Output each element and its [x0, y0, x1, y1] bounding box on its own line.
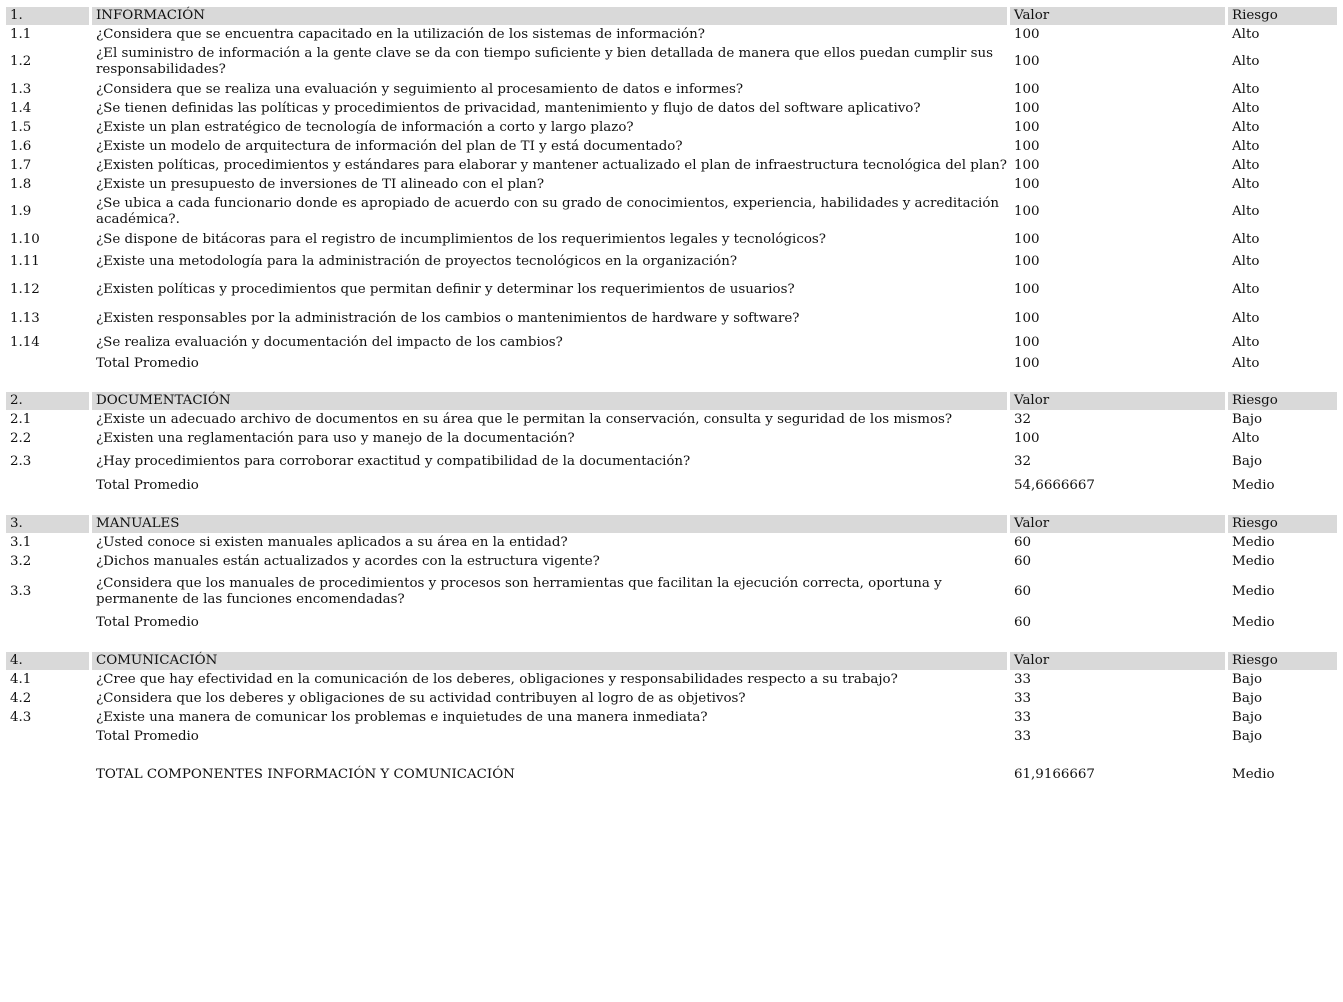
empty-cell [6, 727, 92, 746]
empty-cell [6, 612, 92, 634]
item-risk: Alto [1232, 254, 1260, 269]
item-value: 60 [1014, 554, 1032, 569]
table-row [6, 572, 1337, 612]
item-question: ¿Existen políticas y procedimientos que permitan definir y determinar los requerimientos de usuarios? [96, 282, 795, 297]
item-question: ¿Existe un presupuesto de inversiones de TI alineado con el plan? [96, 176, 545, 192]
grand-total-value: 61,9166667 [1014, 766, 1095, 782]
risk-column-header: Riesgo [1228, 515, 1337, 533]
grand-total-row [6, 765, 1337, 784]
grand-total-risk: Medio [1232, 766, 1275, 782]
section-header-manuales [6, 515, 1337, 533]
value-column-header: Valor [1010, 515, 1228, 533]
item-id: 4.3 [10, 709, 32, 725]
item-risk: Bajo [1232, 690, 1263, 706]
section-title: COMUNICACIÓN [92, 652, 1010, 670]
item-id: 4.1 [10, 671, 32, 687]
section-header-documentacion [6, 392, 1337, 410]
table-row [6, 175, 1337, 194]
item-id: 2.1 [10, 411, 32, 427]
empty-cell [6, 474, 92, 498]
total-row [6, 612, 1337, 634]
section-title: INFORMACIÓN [92, 7, 1010, 25]
item-risk: Alto [1232, 232, 1260, 247]
item-risk: Medio [1232, 534, 1275, 550]
total-risk: Medio [1232, 615, 1275, 630]
table-row [6, 410, 1337, 429]
total-risk: Alto [1232, 355, 1260, 371]
item-id: 2.2 [10, 431, 32, 446]
item-value: 100 [1014, 54, 1040, 69]
item-id: 3.1 [10, 534, 32, 550]
item-risk: Bajo [1232, 671, 1263, 687]
table-row [6, 137, 1337, 156]
item-question: ¿Hay procedimientos para corroborar exactitud y compatibilidad de la documentación? [96, 453, 691, 469]
table-row [6, 332, 1337, 354]
table-row [6, 194, 1337, 230]
item-value: 100 [1014, 176, 1040, 192]
risk-column-header: Riesgo [1228, 392, 1337, 410]
total-value: 100 [1014, 355, 1040, 371]
item-value: 100 [1014, 204, 1040, 219]
item-question: ¿Considera que se realiza una evaluación y seguimiento al procesamiento de datos e informes? [96, 81, 744, 97]
item-risk: Alto [1232, 282, 1260, 297]
value-column-header: Valor [1010, 7, 1228, 25]
item-value: 60 [1014, 584, 1032, 599]
item-value: 100 [1014, 100, 1040, 116]
item-value: 60 [1014, 534, 1032, 550]
item-value: 100 [1014, 26, 1040, 42]
item-question: ¿Usted conoce si existen manuales aplicados a su área en la entidad? [96, 534, 568, 550]
item-id: 1.13 [10, 311, 40, 326]
item-question: ¿Dichos manuales están actualizados y acordes con la estructura vigente? [96, 554, 600, 569]
item-value: 100 [1014, 157, 1040, 173]
item-id: 1.10 [10, 232, 40, 247]
item-id: 1.6 [10, 138, 32, 154]
table-row [6, 230, 1337, 250]
item-question: ¿Existe una metodología para la administración de proyectos tecnológicos en la organización? [96, 254, 738, 269]
item-id: 1.14 [10, 335, 40, 350]
item-risk: Alto [1232, 119, 1260, 135]
total-label: Total Promedio [96, 728, 199, 744]
item-value: 33 [1014, 671, 1032, 687]
table-row [6, 118, 1337, 137]
item-id: 1.12 [10, 282, 40, 297]
total-row [6, 474, 1337, 498]
item-risk: Alto [1232, 100, 1260, 116]
table-row [6, 274, 1337, 306]
item-id: 1.9 [10, 204, 32, 219]
section-number: 4. [6, 652, 92, 670]
item-value: 100 [1014, 254, 1040, 269]
total-label: Total Promedio [96, 355, 199, 371]
item-question: ¿Considera que los deberes y obligaciones de su actividad contribuyen al logro de as objetivos? [96, 690, 746, 706]
item-value: 32 [1014, 411, 1032, 427]
table-row [6, 533, 1337, 552]
total-value: 54,6666667 [1014, 478, 1095, 493]
table-row [6, 449, 1337, 474]
table-row [6, 156, 1337, 175]
value-column-header: Valor [1010, 392, 1228, 410]
table-row [6, 44, 1337, 80]
table-row [6, 80, 1337, 99]
item-risk: Alto [1232, 54, 1260, 69]
total-row [6, 727, 1337, 746]
item-risk: Alto [1232, 204, 1260, 219]
item-id: 1.8 [10, 176, 32, 192]
item-question: ¿Se realiza evaluación y documentación del impacto de los cambios? [96, 335, 563, 350]
item-question: ¿Existe un modelo de arquitectura de información del plan de TI y está documentado? [96, 138, 683, 154]
item-risk: Alto [1232, 431, 1260, 446]
table-row [6, 99, 1337, 118]
value-column-header: Valor [1010, 652, 1228, 670]
item-question: ¿El suministro de información a la gente clave se da con tiempo suficiente y bien detallada de manera que ellos puedan cumplir sus responsabilidades? [96, 46, 994, 77]
item-value: 32 [1014, 453, 1032, 469]
item-question: ¿Considera que se encuentra capacitado en la utilización de los sistemas de información? [96, 26, 705, 42]
item-question: ¿Existen políticas, procedimientos y estándares para elaborar y mantener actualizado el plan de infraestructura tecnológica del plan? [96, 157, 1007, 173]
total-label: Total Promedio [96, 478, 199, 493]
item-question: ¿Existe una manera de comunicar los problemas e inquietudes de una manera inmediata? [96, 709, 708, 725]
item-id: 1.7 [10, 157, 32, 173]
risk-column-header: Riesgo [1228, 7, 1337, 25]
item-id: 3.2 [10, 554, 32, 569]
risk-column-header: Riesgo [1228, 652, 1337, 670]
item-risk: Alto [1232, 138, 1260, 154]
table-row [6, 250, 1337, 274]
item-question: ¿Se dispone de bitácoras para el registro de incumplimientos de los requerimientos legales y tecnológicos? [96, 232, 826, 247]
total-value: 33 [1014, 728, 1032, 744]
table-row [6, 670, 1337, 689]
item-risk: Alto [1232, 176, 1260, 192]
item-value: 100 [1014, 232, 1040, 247]
item-id: 1.5 [10, 119, 32, 135]
total-risk: Medio [1232, 478, 1275, 493]
section-number: 3. [6, 515, 92, 533]
grand-total-label: TOTAL COMPONENTES INFORMACIÓN Y COMUNICACIÓN [96, 766, 515, 782]
item-risk: Alto [1232, 26, 1260, 42]
total-value: 60 [1014, 615, 1032, 630]
item-risk: Alto [1232, 311, 1260, 326]
section-number: 2. [6, 392, 92, 410]
item-id: 4.2 [10, 690, 32, 706]
empty-cell [6, 765, 92, 784]
item-question: ¿Considera que los manuales de procedimientos y procesos son herramientas que facilitan la ejecución correcta, oportuna y permanente de las funciones encomendadas? [96, 576, 942, 607]
item-id: 1.11 [10, 254, 40, 269]
item-risk: Bajo [1232, 453, 1263, 469]
item-risk: Alto [1232, 157, 1260, 173]
item-id: 3.3 [10, 584, 32, 599]
section-title: MANUALES [92, 515, 1010, 533]
section-title: DOCUMENTACIÓN [92, 392, 1010, 410]
section-number: 1. [6, 7, 92, 25]
item-question: ¿Existen una reglamentación para uso y manejo de la documentación? [96, 431, 575, 446]
table-row [6, 429, 1337, 449]
total-label: Total Promedio [96, 615, 199, 630]
item-id: 1.2 [10, 54, 32, 69]
item-id: 1.3 [10, 81, 32, 97]
item-value: 100 [1014, 81, 1040, 97]
item-id: 2.3 [10, 453, 32, 469]
item-risk: Medio [1232, 554, 1275, 569]
item-id: 1.4 [10, 100, 32, 116]
section-header-comunicacion [6, 652, 1337, 670]
item-id: 1.1 [10, 26, 32, 42]
item-question: ¿Existe un plan estratégico de tecnología de información a corto y largo plazo? [96, 119, 634, 135]
item-risk: Alto [1232, 81, 1260, 97]
item-risk: Bajo [1232, 709, 1263, 725]
item-value: 100 [1014, 282, 1040, 297]
item-value: 100 [1014, 138, 1040, 154]
item-risk: Alto [1232, 335, 1260, 350]
item-risk: Bajo [1232, 411, 1263, 427]
item-value: 100 [1014, 311, 1040, 326]
total-row [6, 354, 1337, 373]
item-question: ¿Cree que hay efectividad en la comunicación de los deberes, obligaciones y responsabilidades respecto a su trabajo? [96, 671, 898, 687]
item-question: ¿Existe un adecuado archivo de documentos en su área que le permitan la conservación, consulta y seguridad de los mismos? [96, 411, 953, 427]
section-header-informacion [6, 7, 1337, 25]
table-row [6, 689, 1337, 708]
item-value: 100 [1014, 335, 1040, 350]
table-row [6, 552, 1337, 572]
table-row [6, 306, 1337, 332]
item-question: ¿Se tienen definidas las políticas y procedimientos de privacidad, mantenimiento y flujo de datos del software aplicativo? [96, 100, 921, 116]
table-row [6, 708, 1337, 727]
item-risk: Medio [1232, 584, 1275, 599]
item-value: 100 [1014, 119, 1040, 135]
item-question: ¿Se ubica a cada funcionario donde es apropiado de acuerdo con su grado de conocimientos, experiencia, habilidades y acreditación académica?. [96, 196, 1000, 227]
total-risk: Bajo [1232, 728, 1263, 744]
empty-cell [6, 354, 92, 373]
item-value: 100 [1014, 431, 1040, 446]
item-question: ¿Existen responsables por la administración de los cambios o mantenimientos de hardware y software? [96, 311, 800, 326]
item-value: 33 [1014, 690, 1032, 706]
item-value: 33 [1014, 709, 1032, 725]
table-row [6, 25, 1337, 44]
